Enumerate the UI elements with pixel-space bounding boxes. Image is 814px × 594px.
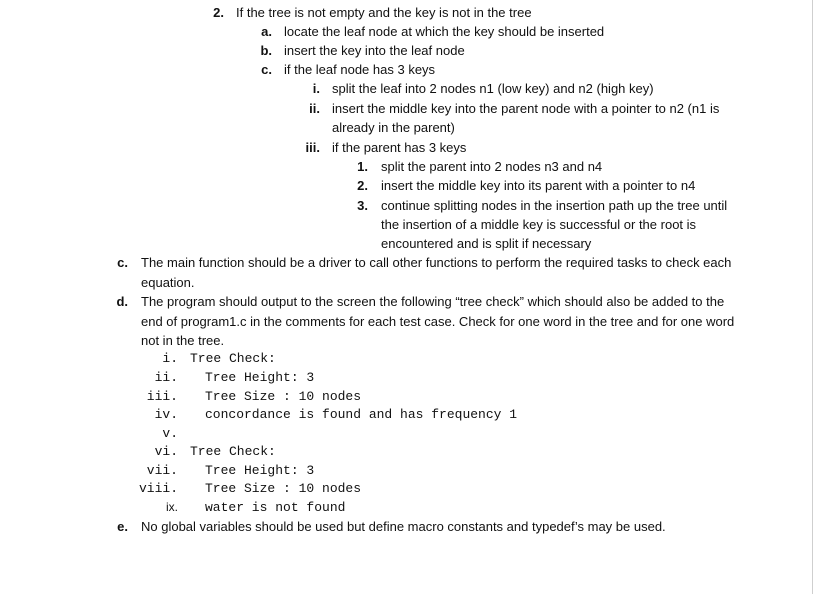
list-item-text-continued: encountered and is split if necessary bbox=[381, 236, 592, 251]
list-item-text: locate the leaf node at which the key should be inserted bbox=[284, 24, 605, 39]
list-item-text: insert the key into the leaf node bbox=[284, 43, 465, 58]
list-item-text-continued: end of program1.c in the comments for each test case. Check for one word in the tree and for one word bbox=[141, 314, 735, 329]
list-item-text-continued: the insertion of a middle key is successful or the root is bbox=[381, 217, 697, 232]
output-marker: v. bbox=[162, 426, 178, 441]
list-item-text-continued: already in the parent) bbox=[332, 120, 455, 135]
list-item-text: insert the middle key into the parent node with a pointer to n2 (n1 is bbox=[332, 101, 720, 116]
output-line: Tree Check: bbox=[190, 444, 276, 459]
list-marker: 1. bbox=[357, 159, 368, 174]
output-line: concordance is found and has frequency 1 bbox=[205, 407, 518, 422]
list-marker: a. bbox=[261, 24, 272, 39]
list-item-text: split the parent into 2 nodes n3 and n4 bbox=[381, 159, 603, 174]
output-line: Tree Height: 3 bbox=[205, 370, 315, 385]
output-line: Tree Size : 10 nodes bbox=[205, 389, 362, 404]
list-marker: c. bbox=[261, 62, 272, 77]
list-marker: b. bbox=[260, 43, 272, 58]
list-item-text: if the leaf node has 3 keys bbox=[284, 62, 436, 77]
list-marker: c. bbox=[117, 255, 128, 270]
output-marker: iv. bbox=[154, 407, 178, 422]
output-line: Tree Size : 10 nodes bbox=[205, 481, 362, 496]
list-item-text: continue splitting nodes in the insertion path up the tree until bbox=[381, 198, 728, 213]
output-marker: ii. bbox=[154, 370, 178, 385]
output-line: water is not found bbox=[205, 500, 346, 515]
output-marker: vii. bbox=[146, 463, 178, 478]
list-item-text: if the parent has 3 keys bbox=[332, 140, 467, 155]
list-item-text: split the leaf into 2 nodes n1 (low key) and n2 (high key) bbox=[332, 81, 654, 96]
output-marker: ix. bbox=[166, 500, 178, 514]
list-marker: i. bbox=[312, 81, 320, 96]
list-item-text: The main function should be a driver to call other functions to perform the required tasks to check each bbox=[141, 255, 732, 270]
output-marker: i. bbox=[162, 351, 178, 366]
output-marker: viii. bbox=[138, 481, 178, 496]
list-item-text-continued: not in the tree. bbox=[141, 333, 225, 348]
list-marker: d. bbox=[116, 294, 128, 309]
list-item-text: The program should output to the screen the following “tree check” which should also be added to the bbox=[141, 294, 725, 309]
list-marker: 3. bbox=[357, 198, 368, 213]
list-item-text: No global variables should be used but define macro constants and typedef’s may be used. bbox=[141, 519, 666, 534]
list-marker: 2. bbox=[213, 5, 224, 20]
output-marker: vi. bbox=[154, 444, 178, 459]
list-marker: iii. bbox=[305, 140, 320, 155]
list-marker: ii. bbox=[309, 101, 320, 116]
list-item-text: If the tree is not empty and the key is not in the tree bbox=[236, 5, 532, 20]
list-item-text: insert the middle key into its parent with a pointer to n4 bbox=[381, 178, 696, 193]
page-edge bbox=[812, 0, 813, 594]
list-marker: 2. bbox=[357, 178, 368, 193]
output-marker: iii. bbox=[146, 389, 178, 404]
output-line: Tree Check: bbox=[190, 351, 276, 366]
list-marker: e. bbox=[117, 519, 128, 534]
list-item-text-continued: equation. bbox=[141, 275, 195, 290]
output-line: Tree Height: 3 bbox=[205, 463, 315, 478]
